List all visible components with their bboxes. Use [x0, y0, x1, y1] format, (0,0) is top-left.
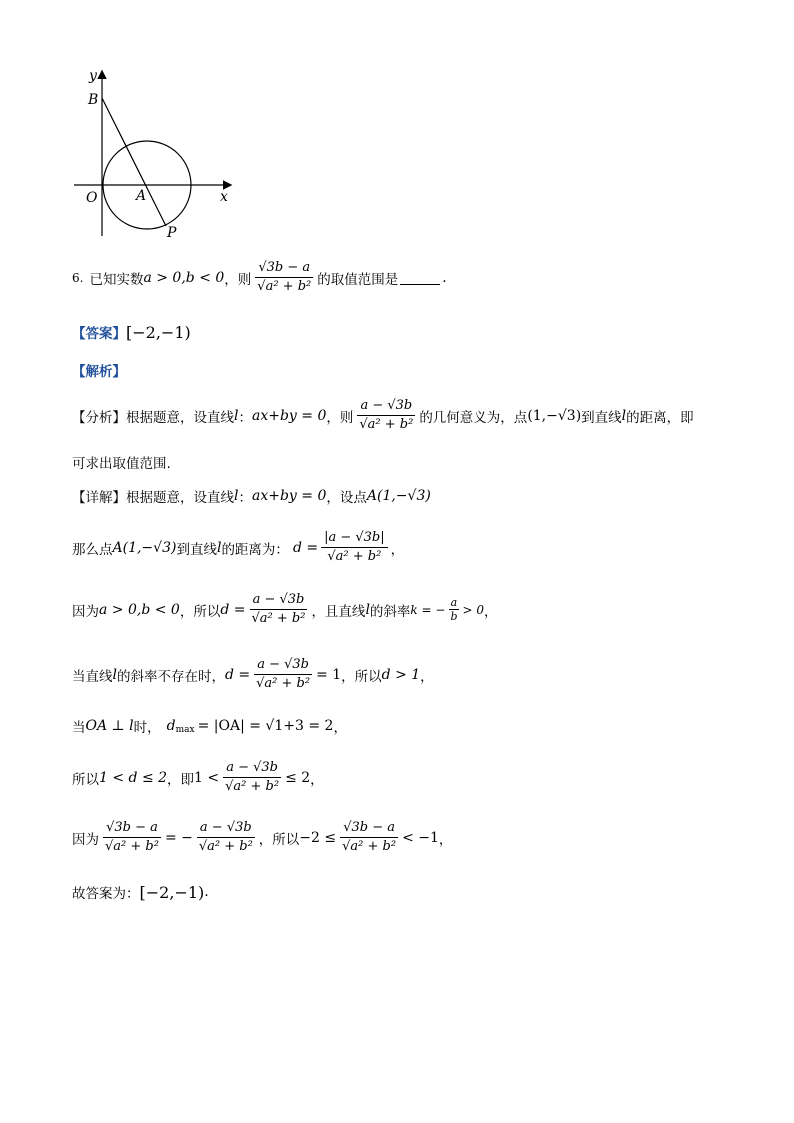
slope-k: k = − — [410, 602, 446, 617]
fraction-numerator: a − √3b — [357, 398, 415, 416]
fraction-denominator: √a² + b² — [257, 279, 312, 294]
detail-text: 时， — [133, 720, 161, 736]
detail-line-4 — [72, 657, 434, 692]
answer-tag: 【答案】 — [72, 326, 126, 342]
fraction-denominator: √a² + b² — [198, 839, 253, 854]
detail-eq: = 1 — [316, 666, 342, 683]
fraction-denominator: √a² + b² — [256, 676, 311, 691]
detail-text: 故答案为： — [72, 886, 140, 902]
problem-end: . — [442, 269, 447, 286]
detail-text: 当 — [72, 720, 86, 736]
detail-l: l — [216, 539, 222, 556]
slope-ineq: > 0 — [462, 602, 484, 617]
fraction-denominator: √a² + b² — [327, 549, 382, 564]
fenxi-t4: 的几何意义为，点 — [419, 409, 528, 426]
detail-text: ： — [238, 490, 252, 506]
detail-text: ，且直线 — [311, 603, 366, 620]
label-O: O — [86, 190, 98, 206]
detail-text: ， — [390, 541, 405, 558]
fraction-numerator: a − √3b — [250, 592, 308, 610]
fraction-denominator: √a² + b² — [105, 839, 159, 854]
fraction-numerator: √3b − a — [255, 260, 313, 278]
range-pre: 1 < — [194, 769, 220, 786]
detail-text: 根据题意，设直线 — [126, 490, 234, 506]
detail-end: . — [204, 884, 209, 900]
dmax-expr: = |OA| = √1+3 = 2 — [197, 718, 334, 734]
fraction-denominator: √a² + b² — [359, 417, 414, 432]
fenxi-t2: ： — [238, 409, 252, 426]
segment-BP — [102, 98, 166, 226]
slope-fraction — [448, 596, 459, 623]
distance-fraction — [253, 657, 313, 692]
problem-number: 6. — [72, 270, 84, 285]
detail-line-5 — [72, 716, 347, 736]
detail-d: d = — [220, 601, 246, 618]
detail-text: 的距离为： — [221, 541, 289, 558]
problem-mid: ，则 — [224, 271, 252, 288]
label-x: x — [220, 189, 228, 205]
detail-text: ，即 — [167, 771, 195, 788]
fenxi-t3: ，则 — [326, 409, 354, 426]
range-expr: 1 < d ≤ 2 — [99, 769, 168, 786]
detail-text: ， — [438, 831, 453, 848]
detail-text: ， — [420, 668, 434, 685]
detail-text: 所以 — [72, 771, 99, 788]
detail-d: d = — [292, 539, 319, 556]
perp-expr: OA ⊥ l — [85, 718, 134, 734]
detail-line-8 — [72, 882, 209, 902]
detail-l: l — [365, 601, 370, 618]
fenxi-t5: 到直线 — [581, 409, 622, 426]
label-y: y — [89, 68, 97, 84]
detail-cond: a > 0,b < 0 — [99, 601, 180, 618]
fraction-numerator: √3b − a — [103, 820, 161, 838]
fraction-numerator: |a − √3b| — [321, 530, 388, 548]
detail-text: ，设点 — [326, 490, 367, 506]
answer-value: [−2,−1) — [126, 322, 191, 342]
fenxi-eq: ax+by = 0 — [251, 407, 327, 424]
detail-d: d = — [224, 666, 251, 683]
detail-point: A(1,−√3) — [366, 488, 431, 504]
distance-fraction — [249, 592, 309, 627]
detail-result: d > 1 — [381, 666, 421, 683]
geometry-figure — [60, 60, 260, 245]
detail-l: l — [234, 488, 239, 504]
dmax-sub: max — [175, 725, 195, 735]
detail-tag: 【详解】 — [72, 490, 126, 506]
fenxi-point: (1,−√3) — [527, 407, 582, 424]
fraction-numerator: a − √3b — [254, 657, 312, 675]
label-A: A — [136, 188, 147, 204]
fraction-numerator: a − √3b — [197, 820, 255, 838]
problem-prefix: 已知实数 — [89, 271, 144, 288]
analysis-line — [72, 360, 126, 380]
detail-text: ，所以 — [341, 668, 382, 685]
ineq-pre: −2 ≤ — [299, 829, 337, 846]
detail-text: 因为 — [72, 603, 99, 620]
fraction-2 — [196, 820, 256, 855]
detail-line-2 — [72, 530, 404, 565]
detail-text: 因为 — [72, 831, 99, 848]
detail-l: l — [112, 666, 117, 683]
fenxi-tag: 【分析】 — [72, 409, 126, 426]
detail-text: ， — [310, 771, 324, 788]
range-post: ≤ 2 — [285, 769, 311, 786]
answer-line — [72, 322, 191, 342]
detail-text: 到直线 — [176, 541, 217, 558]
detail-text: ， — [333, 720, 347, 736]
problem-fraction — [254, 260, 314, 295]
fraction-denominator: √a² + b² — [342, 839, 397, 854]
fenxi-fraction — [356, 398, 416, 433]
fraction-denominator: √a² + b² — [225, 779, 280, 794]
detail-text: ，所以 — [258, 831, 300, 848]
dmax: d — [166, 718, 176, 734]
fenxi-line-2 — [72, 452, 171, 472]
detail-line-3 — [72, 592, 498, 627]
problem-line — [72, 260, 447, 295]
fenxi-line-1 — [72, 398, 694, 433]
fraction-numerator: a — [450, 596, 458, 609]
detail-text: 当直线 — [72, 668, 113, 685]
answer-blank — [400, 270, 440, 285]
fraction-numerator: a − √3b — [223, 760, 281, 778]
fraction-denominator: √a² + b² — [251, 611, 306, 626]
label-P: P — [167, 225, 177, 241]
neg-eq: = − — [164, 829, 193, 846]
fenxi-t6: 的距离，即 — [626, 409, 694, 426]
detail-text: 的斜率不存在时， — [116, 668, 225, 685]
detail-text: 那么点 — [72, 541, 113, 558]
fraction-denominator: b — [450, 610, 458, 623]
analysis-tag: 【解析】 — [72, 364, 126, 380]
fenxi-line2-text: 可求出取值范围. — [72, 456, 171, 472]
detail-text: 的斜率 — [369, 603, 411, 620]
fraction-1 — [102, 820, 162, 855]
distance-fraction — [321, 530, 388, 565]
problem-cond: a > 0,b < 0 — [143, 269, 225, 286]
fenxi-l: l — [234, 407, 239, 424]
fenxi-t1: 根据题意，设直线 — [126, 409, 234, 426]
ineq-post: < −1 — [402, 829, 439, 846]
final-answer: [−2,−1) — [139, 882, 205, 902]
label-B: B — [88, 92, 99, 108]
detail-text: ，所以 — [179, 603, 221, 620]
detail-line-6 — [72, 760, 324, 795]
detail-point: A(1,−√3) — [112, 539, 177, 556]
detail-eq: ax+by = 0 — [251, 488, 327, 504]
detail-line-1 — [72, 486, 431, 506]
detail-line-7 — [72, 820, 452, 855]
fenxi-l2: l — [621, 407, 627, 424]
fraction-numerator: √3b − a — [340, 820, 398, 838]
fraction-3 — [339, 820, 399, 855]
problem-suffix: 的取值范围是 — [317, 271, 399, 288]
range-fraction — [222, 760, 282, 795]
detail-text: ， — [484, 603, 498, 620]
